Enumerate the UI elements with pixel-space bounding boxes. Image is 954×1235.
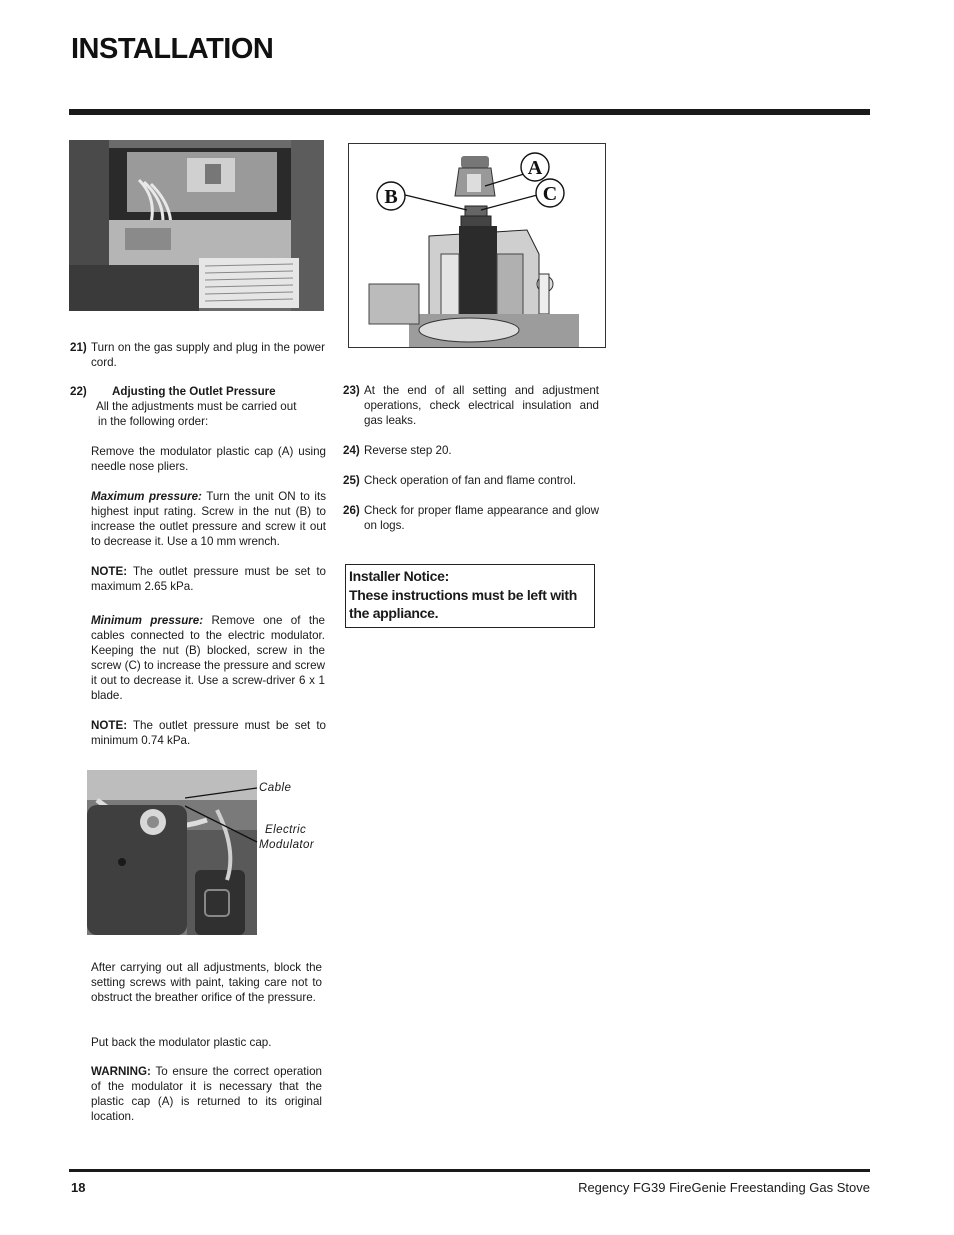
note-minimum-label: NOTE: [91,719,128,732]
step-25 [343,473,599,488]
stove-interior-photo [69,140,324,311]
warning-text: To ensure the correct operation of the modulator it is necessary that the plastic cap (A) is returned to its original location. [91,1065,322,1123]
label-electric: Electric [265,823,307,836]
callout-a: A [527,157,543,179]
note-maximum [91,564,326,594]
step-26-text: Check for proper flame appearance and glow on logs. [364,504,599,532]
step-23-number: 23) [343,384,360,397]
step-22-intro-line1: All the adjustments must be carried out [96,400,297,413]
header-rule [69,109,870,115]
step-21-number: 21) [70,341,87,354]
step-24-number: 24) [343,444,360,457]
installer-notice-line3: the appliance. [349,605,439,621]
note-maximum-text: The outlet pressure must be set to maximum 2.65 kPa. [91,565,326,593]
step-24 [343,443,599,458]
label-cable: Cable [259,781,292,794]
footer-rule [69,1169,870,1172]
remove-cap-paragraph: Remove the modulator plastic cap (A) using needle nose pliers. [91,445,326,473]
page-number: 18 [71,1180,86,1195]
minimum-pressure-label: Minimum pressure: [91,614,204,627]
step-22-number: 22) [70,385,87,398]
step-25-number: 25) [343,474,360,487]
step-23-text: At the end of all setting and adjustment operations, check electrical insulation and gas leaks. [364,384,599,427]
stove-interior-illustration [69,140,324,311]
minimum-pressure-text: Remove one of the cables connected to the electric modulator. Keeping the nut (B) blocked, screw in the screw (C) to increase the pressure and screw it out to decrease it. Use a screw-driver 6 x 1 blade. [91,614,325,702]
modulator-cap-diagram [348,143,606,348]
step-22-heading [70,384,325,399]
step-23 [343,383,599,428]
step-22-title: Adjusting the Outlet Pressure [112,385,276,398]
step-26-number: 26) [343,504,360,517]
maximum-pressure-label: Maximum pressure: [91,490,202,503]
installer-notice-box [345,564,595,628]
maximum-pressure-paragraph [91,489,326,549]
minimum-pressure-paragraph [91,613,325,703]
document-title: Regency FG39 FireGenie Freestanding Gas Stove [578,1180,870,1195]
note-maximum-label: NOTE: [91,565,128,578]
callout-c: C [542,183,558,205]
warning-paragraph [91,1064,322,1124]
put-back-cap-paragraph: Put back the modulator plastic cap. [91,1036,272,1049]
block-screws-paragraph: After carrying out all adjustments, block the setting screws with paint, taking care not to obstruct the breather orifice of the pressure. [91,961,322,1004]
warning-label: WARNING: [91,1065,151,1078]
installer-notice-line2: These instructions must be left with [349,586,578,603]
modulator-cap-illustration [349,144,605,347]
modulator-callout-lines [185,780,265,850]
step-22-intro-line2: in the following order: [98,415,209,428]
step-21 [70,340,325,370]
note-minimum-text: The outlet pressure must be set to minimum 0.74 kPa. [91,719,326,747]
step-25-text: Check operation of fan and flame control. [364,474,577,487]
label-modulator: Modulator [259,838,315,851]
step-21-text: Turn on the gas supply and plug in the power cord. [91,341,325,369]
note-minimum [91,718,326,748]
step-24-text: Reverse step 20. [364,444,452,457]
maximum-pressure-text: Turn the unit ON to its highest input rating. Screw in the nut (B) to increase the outlet pressure and screw it out to decrease it. Use a 10 mm wrench. [91,490,326,548]
page-title: INSTALLATION [71,33,274,65]
step-26 [343,503,599,533]
callout-b: B [384,186,398,208]
installer-notice-heading: Installer Notice: [349,568,449,584]
